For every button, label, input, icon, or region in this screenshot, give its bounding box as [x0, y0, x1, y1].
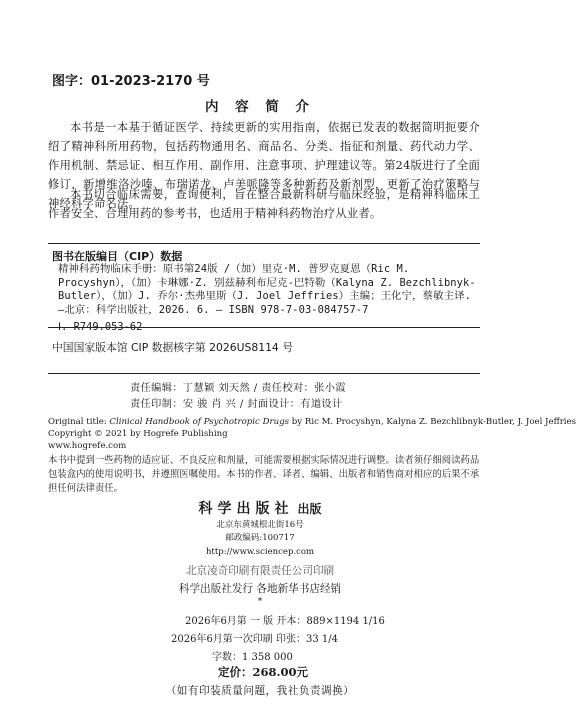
publisher-line [0, 498, 520, 518]
original-title: Clinical Handbook of Psychotropic Drugs [109, 417, 290, 427]
word-count: 字数：1 358 000 [212, 652, 293, 663]
copyright-line: Copyright © 2021 by Hogrefe Publishing [48, 429, 228, 439]
quality-note: （如有印装质量问题，我社负责调换） [165, 685, 355, 697]
price: 定价：268.00元 [218, 665, 309, 679]
summary-paragraph: 本书是一本基于循证医学、持续更新的实用指南，依据已发表的数据简明扼要介绍了精神科所用药物，包括药物通用名、商品名、分类、指征和剂量、药代动力学、作用机制、禁忌证、相互作用、副作用、注意事项、护理建议等。第24版进行了全面修订，新增维洛沙嗪、布瑞诺龙、卢美哌隆等多种新药及新剂型，更新了治疗策略与神经科学命名法。 [48, 121, 480, 210]
publisher-url: http://www.sciencep.com [205, 547, 315, 557]
divider [48, 243, 480, 244]
divider [48, 373, 480, 374]
publisher-postcode: 邮政编码:100717 [225, 533, 295, 543]
original-title-prefix: Original title: [48, 417, 110, 427]
publisher-website: www.hogrefe.com [48, 441, 127, 451]
summary-paragraph: 本书切合临床需要，查询便利，旨在整合最新科研与临床经验，是精神科临床工作者安全、合理用药的参考书，也适用于精神科药物治疗从业者。 [48, 188, 480, 220]
publisher-word: 出版 [297, 502, 322, 516]
summary-title: 内 容 简 介 [204, 99, 316, 115]
distributor-line: 科学出版社发行 各地新华书店经销 [178, 583, 342, 595]
cip-body: 精神科药物临床手册：原书第24版 /（加）里克·M. 普罗克夏恩（Ric M. Procyshyn），（加）卡琳娜·Z. 别兹赫利布尼克-巴特勒（Kalyna Z. Bezchlibnyk-Butler），（加）J. 乔尔·杰弗里斯（J. Joel Jeffries）主编；王化宁，蔡敏主译. —北京：科学出版社，2026. 6. — ISBN 978-7-03-084757-7 [58, 263, 476, 316]
cip-heading: 图书在版编目（CIP）数据 [52, 250, 183, 263]
cip-classification: Ⅰ. R749.053-62 [58, 321, 143, 333]
separator-star: * [257, 597, 263, 607]
original-authors: by Ric M. Procyshyn, Kalyna Z. Bezchlibnyk-Butler, J. Joel Jeffries [289, 417, 576, 427]
original-title-line [48, 417, 576, 427]
divider [48, 327, 480, 328]
edition-spec: 2026年6月第 一 版 开本：889×1194 1/16 [185, 616, 385, 627]
disclaimer-notice: 本书中提到一些药物的适应证、不良反应和剂量，可能需要根据实际情况进行调整。读者须仔细阅读药品包装盒内的使用说明书，并遵照医嘱使用。本书的作者、译者、编辑、出版者和销售商对相应的后果不承担任何法律责任。 [48, 455, 480, 494]
cip-check-number: 中国国家版本馆 CIP 数据核字第 2026US8114 号 [52, 341, 294, 354]
production-credits: 责任印制：安 骏 肖 兴 / 封面设计：有道设计 [130, 399, 343, 410]
printing-spec: 2026年6月第一次印刷 印张：33 1/4 [171, 634, 338, 645]
permit-number: 图字：01-2023-2170 号 [52, 74, 210, 89]
printer-line: 北京凌奇印刷有限责任公司印刷 [185, 565, 335, 577]
publisher-address: 北京东黄城根北街16号 [216, 520, 304, 530]
editor-credits: 责任编辑：丁慧颖 刘天然 / 责任校对：张小霞 [130, 383, 346, 394]
publisher-logo: 科学出版社 [198, 501, 294, 517]
